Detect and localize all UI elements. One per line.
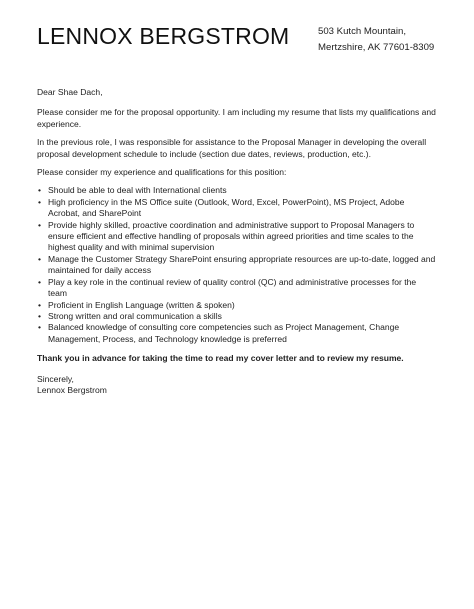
list-item: [37, 311, 437, 322]
list-item: [37, 300, 437, 311]
list-item: [37, 277, 437, 300]
qualifications-list: [37, 185, 437, 345]
list-item: [37, 197, 437, 220]
list-item-text: High proficiency in the MS Office suite (Outlook, Word, Excel, PowerPoint), MS Project, Adobe Acrobat, and SharePoint: [48, 196, 405, 219]
signoff: [37, 374, 437, 397]
address-line-1: 503 Kutch Mountain,: [318, 26, 407, 37]
bullet-icon: •: [38, 276, 41, 287]
bullet-icon: •: [38, 196, 41, 207]
salutation: Dear Shae Dach,: [37, 87, 103, 97]
bullet-icon: •: [38, 310, 41, 321]
letter-header: [37, 22, 447, 62]
list-item-text: Strong written and oral communication a skills: [48, 310, 222, 321]
bullet-icon: •: [38, 253, 41, 264]
sender-address: [318, 24, 434, 56]
bullet-icon: •: [38, 219, 41, 230]
list-item-text: Play a key role in the continual review of quality control (QC) and administrative processes for the team: [48, 276, 417, 299]
bullet-icon: •: [38, 299, 41, 310]
bullet-icon: •: [38, 185, 41, 196]
letter-body: [37, 87, 437, 396]
list-item: [37, 185, 437, 196]
list-item-text: Balanced knowledge of consulting core competencies such as Project Management, Change Management, Process, and Technology knowledge is preferred: [48, 322, 400, 344]
list-item-text: Should be able to deal with International clients: [48, 185, 227, 196]
bullet-icon: •: [38, 322, 41, 333]
list-item: [37, 254, 437, 277]
closing-statement: Thank you in advance for taking the time to read my cover letter and to review my resume.: [37, 353, 404, 364]
address-line-2: Mertzshire, AK 77601-8309: [318, 42, 435, 53]
signature: Lennox Bergstrom: [37, 384, 107, 395]
paragraph-previous-role: In the previous role, I was responsible for assistance to the Proposal Manager in developing the overall proposal development schedule to include (section due dates, reviews, production, etc.).: [37, 137, 427, 159]
list-item: [37, 220, 437, 254]
list-item-text: Manage the Customer Strategy SharePoint ensuring appropriate resources are up-to-date, logged and maintained for daily access: [48, 253, 436, 276]
list-item-text: Proficient in English Language (written & spoken): [48, 299, 235, 310]
paragraph-intro: Please consider me for the proposal opportunity. I am including my resume that lists my qualifications and experience.: [37, 107, 436, 129]
list-item-text: Provide highly skilled, proactive coordination and administrative support to Proposal Managers to ensure efficient and effective handling of proposals within agreed priorities and time scales to the highest quality and with minimal supervision: [48, 219, 415, 253]
sender-name: LENNOX BERGSTROM: [37, 23, 290, 49]
valediction: Sincerely,: [37, 373, 74, 384]
list-item: [37, 322, 437, 345]
paragraph-qualifications-intro: Please consider my experience and qualifications for this position:: [37, 167, 287, 178]
